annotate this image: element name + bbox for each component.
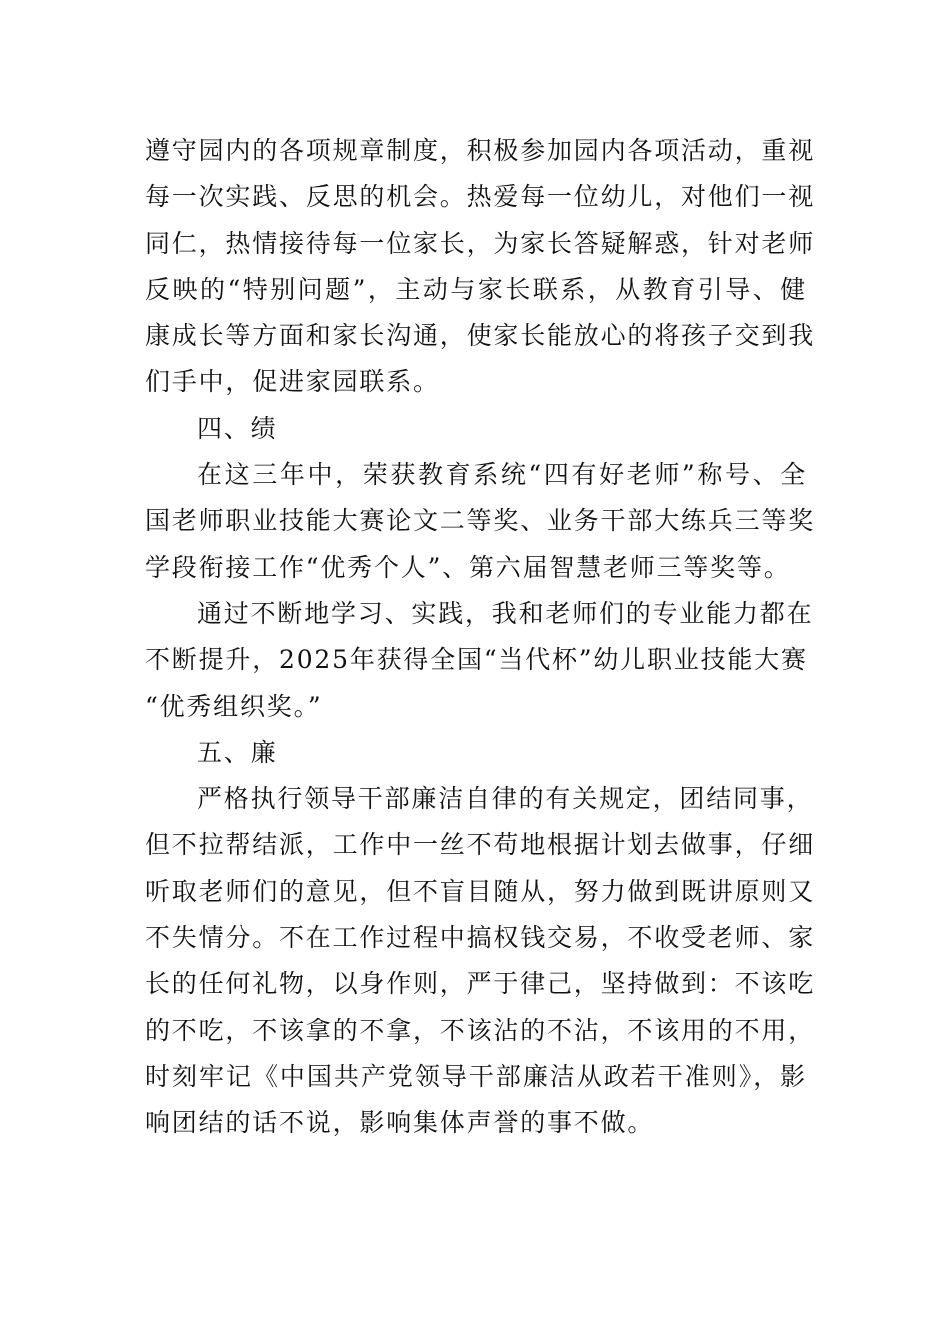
text-line: 们手中，促进家园联系。: [145, 367, 440, 397]
section-heading-lian: 五、廉: [197, 737, 278, 767]
text-line: “优秀组织奖。”: [145, 691, 323, 721]
text-line: 但不拉帮结派，工作中一丝不苟地根据计划去做事，仔细: [145, 830, 816, 860]
text-line: 的不吃，不该拿的不拿，不该沾的不沾，不该用的不用，: [145, 1015, 816, 1045]
text-line: 不断提升，2025年获得全国“当代杯”幼儿职业技能大赛: [145, 645, 808, 675]
text-line: 听取老师们的意见，但不盲目随从，努力做到既讲原则又: [145, 876, 816, 906]
text-line: 每一次实践、反思的机会。热爱每一位幼儿，对他们一视: [145, 182, 816, 212]
text-line: 遵守园内的各项规章制度，积极参加园内各项活动，重视: [145, 136, 816, 165]
text-line: 同仁，热情接待每一位家长，为家长答疑解惑，针对老师: [145, 228, 816, 258]
text-line: 国老师职业技能大赛论文二等奖、业务干部大练兵三等奖: [145, 506, 816, 536]
text-line: 严格执行领导干部廉洁自律的有关规定，团结同事，: [197, 784, 814, 814]
text-line: 康成长等方面和家长沟通，使家长能放心的将孩子交到我: [145, 321, 816, 351]
section-heading-ji: 四、绩: [197, 413, 278, 443]
text-line: 反映的“特别问题”，主动与家长联系，从教育引导、健: [145, 274, 807, 304]
text-line: 在这三年中，荣获教育系统“四有好老师”称号、全: [197, 460, 807, 490]
text-line: 长的任何礼物，以身作则，严于律己，坚持做到：不该吃: [145, 969, 816, 999]
text-line: 不失情分。不在工作过程中搞权钱交易，不收受老师、家: [145, 923, 816, 953]
text-line: 响团结的话不说，影响集体声誉的事不做。: [145, 1108, 655, 1138]
text-line: 时刻牢记《中国共产党领导干部廉洁从政若干准则》，影: [145, 1061, 807, 1091]
text-line: 通过不断地学习、实践，我和老师们的专业能力都在: [197, 598, 814, 628]
document-body: [145, 128, 816, 1147]
text-line: 学段衔接工作“优秀个人”、第六届智慧老师三等奖等。: [145, 552, 791, 582]
